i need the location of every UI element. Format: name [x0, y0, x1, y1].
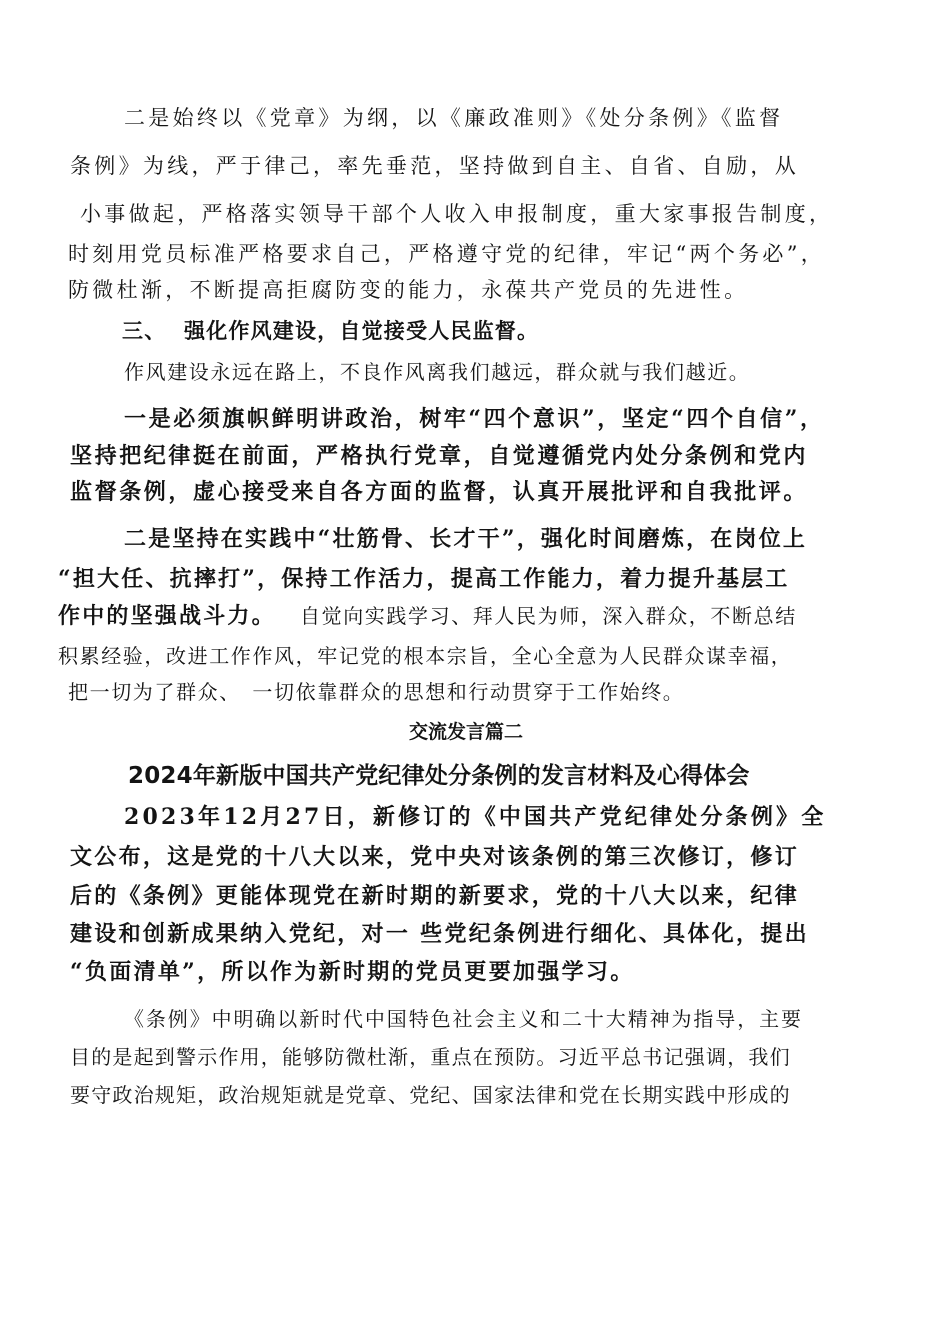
point2-line-3-regular: 自觉向实践学习、拜人民为师，深入群众，不断总结 — [300, 604, 797, 628]
para1-line-2: 条例》为线，严于律己，率先垂范，坚持做到自主、自省、自励，从 — [70, 154, 799, 178]
section3-title: 强化作风建设，自觉接受人民监督。 — [184, 319, 540, 343]
point1-line-3: 监督条例，虚心接受来自各方面的监督，认真开展批评和自我批评。 — [70, 479, 809, 505]
article2-label: 交流发言篇二 — [409, 721, 524, 743]
para1-line-5: 防微杜渐，不断提高拒腐防变的能力，永葆共产党员的先进性。 — [68, 278, 749, 302]
point2-line-3-bold: 作中的坚强战斗力。 — [58, 603, 276, 629]
para1-line-4: 时刻用党员标准严格要求自己，严格遵守党的纪律，牢记“两个务必”， — [68, 242, 826, 266]
point1-line-2: 坚持把纪律挺在前面，严格执行党章，自觉遵循党内处分条例和党内 — [70, 443, 809, 469]
para1-line-1: 二是始终以《党章》为纲，以《廉政准则》《处分条例》《监督 — [124, 106, 784, 130]
section3-number: 三、 — [122, 319, 167, 343]
lead-line-5: “负面清单”，所以作为新时期的党员更要加强学习。 — [70, 959, 635, 985]
point2-line-1: 二是坚持在实践中“壮筋骨、长才干”，强化时间磨炼，在岗位上 — [124, 526, 808, 552]
body-line-3: 要守政治规矩，政治规矩就是党章、党纪、国家法律和党在长期实践中形成的 — [70, 1083, 791, 1107]
lead-line-3: 后的《条例》更能体现党在新时期的新要求，党的十八大以来，纪律 — [70, 883, 800, 909]
lead-line-4: 建设和创新成果纳入党纪，对一 些党纪条例进行细化、具体化，提出 — [70, 921, 809, 947]
point1-line-1: 一是必须旗帜鲜明讲政治，树牢“四个意识”，坚定“四个自信”， — [124, 406, 825, 432]
section3-intro: 作风建设永远在路上，不良作风离我们越远，群众就与我们越近。 — [124, 360, 751, 384]
point2-line-5: 把一切为了群众、 一切依靠群众的思想和行动贯穿于工作始终。 — [68, 680, 685, 704]
article2-title: 2024年新版中国共产党纪律处分条例的发言材料及心得体会 — [128, 763, 750, 789]
para1-line-3: 小事做起，严格落实领导干部个人收入申报制度，重大家事报告制度， — [80, 202, 834, 226]
point2-line-2: “担大任、抗摔打”，保持工作活力，提高工作能力，着力提升基层工 — [58, 566, 790, 592]
point2-line-4: 积累经验，改进工作作风，牢记党的根本宗旨，全心全意为人民群众谋幸福， — [58, 644, 793, 668]
body-line-2: 目的是起到警示作用，能够防微杜渐，重点在预防。习近平总书记强调，我们 — [70, 1045, 791, 1069]
lead-line-2: 文公布，这是党的十八大以来，党中央对该条例的第三次修订，修订 — [70, 844, 800, 870]
body-line-1: 《条例》中明确以新时代中国特色社会主义和二十大精神为指导，主要 — [124, 1007, 803, 1031]
lead-line-1: 2023年12月27日，新修订的《中国共产党纪律处分条例》全 — [124, 804, 827, 830]
